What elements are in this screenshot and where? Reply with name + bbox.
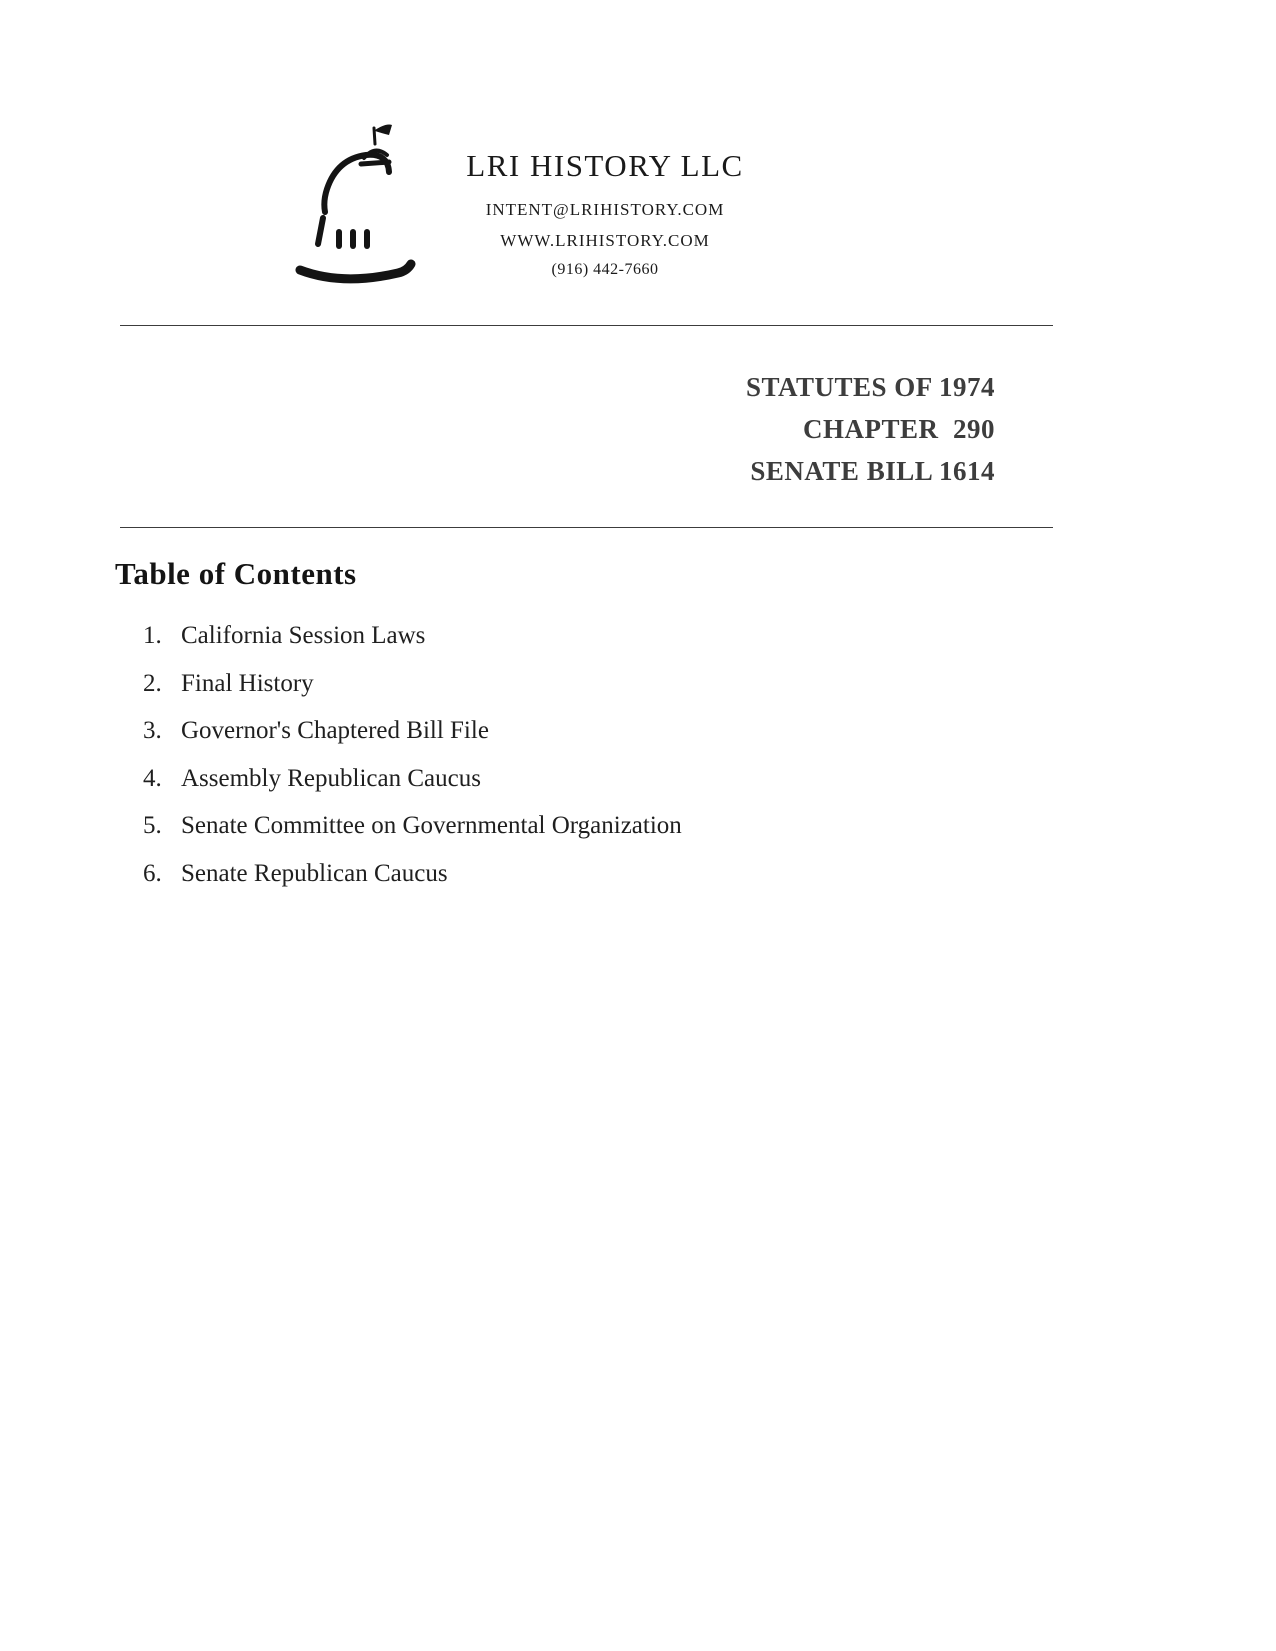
company-name: LRI HISTORY LLC [466,148,744,183]
toc-item-number: 5. [143,812,162,839]
toc-item-number: 2. [143,669,162,697]
toc-item [143,670,1043,718]
toc-item-label: Senate Committee on Governmental Organization [181,812,682,839]
toc-item-number: 4. [143,764,162,792]
toc-item-label: Assembly Republican Caucus [181,764,481,792]
divider-top [120,325,1053,326]
toc-item-label: Governor's Chaptered Bill File [181,717,489,744]
divider-bottom [120,527,1053,528]
chapter-line: CHAPTER 290 [802,414,995,444]
company-email: INTENT@LRIHISTORY.COM [485,200,725,219]
toc-item-label: Final History [181,669,314,697]
toc-list [143,622,1043,907]
senate-bill-line: SENATE BILL 1614 [750,456,995,486]
company-website: WWW.LRIHISTORY.COM [500,231,710,250]
toc-item [143,812,1043,860]
letterhead-text [420,148,790,279]
toc-item [143,860,1043,908]
toc-item-number: 6. [143,859,162,887]
statute-title-block [746,366,995,492]
toc-heading: Table of Contents [115,556,357,591]
toc-item-label: Senate Republican Caucus [181,859,448,887]
toc-item [143,717,1043,765]
statutes-year-line: STATUTES OF 1974 [745,372,995,402]
toc-item [143,765,1043,813]
toc-item-number: 1. [143,622,162,649]
toc-item [143,622,1043,670]
toc-item-label: California Session Laws [181,622,426,649]
company-phone: (916) 442-7660 [551,261,659,278]
toc-item-number: 3. [143,717,162,744]
